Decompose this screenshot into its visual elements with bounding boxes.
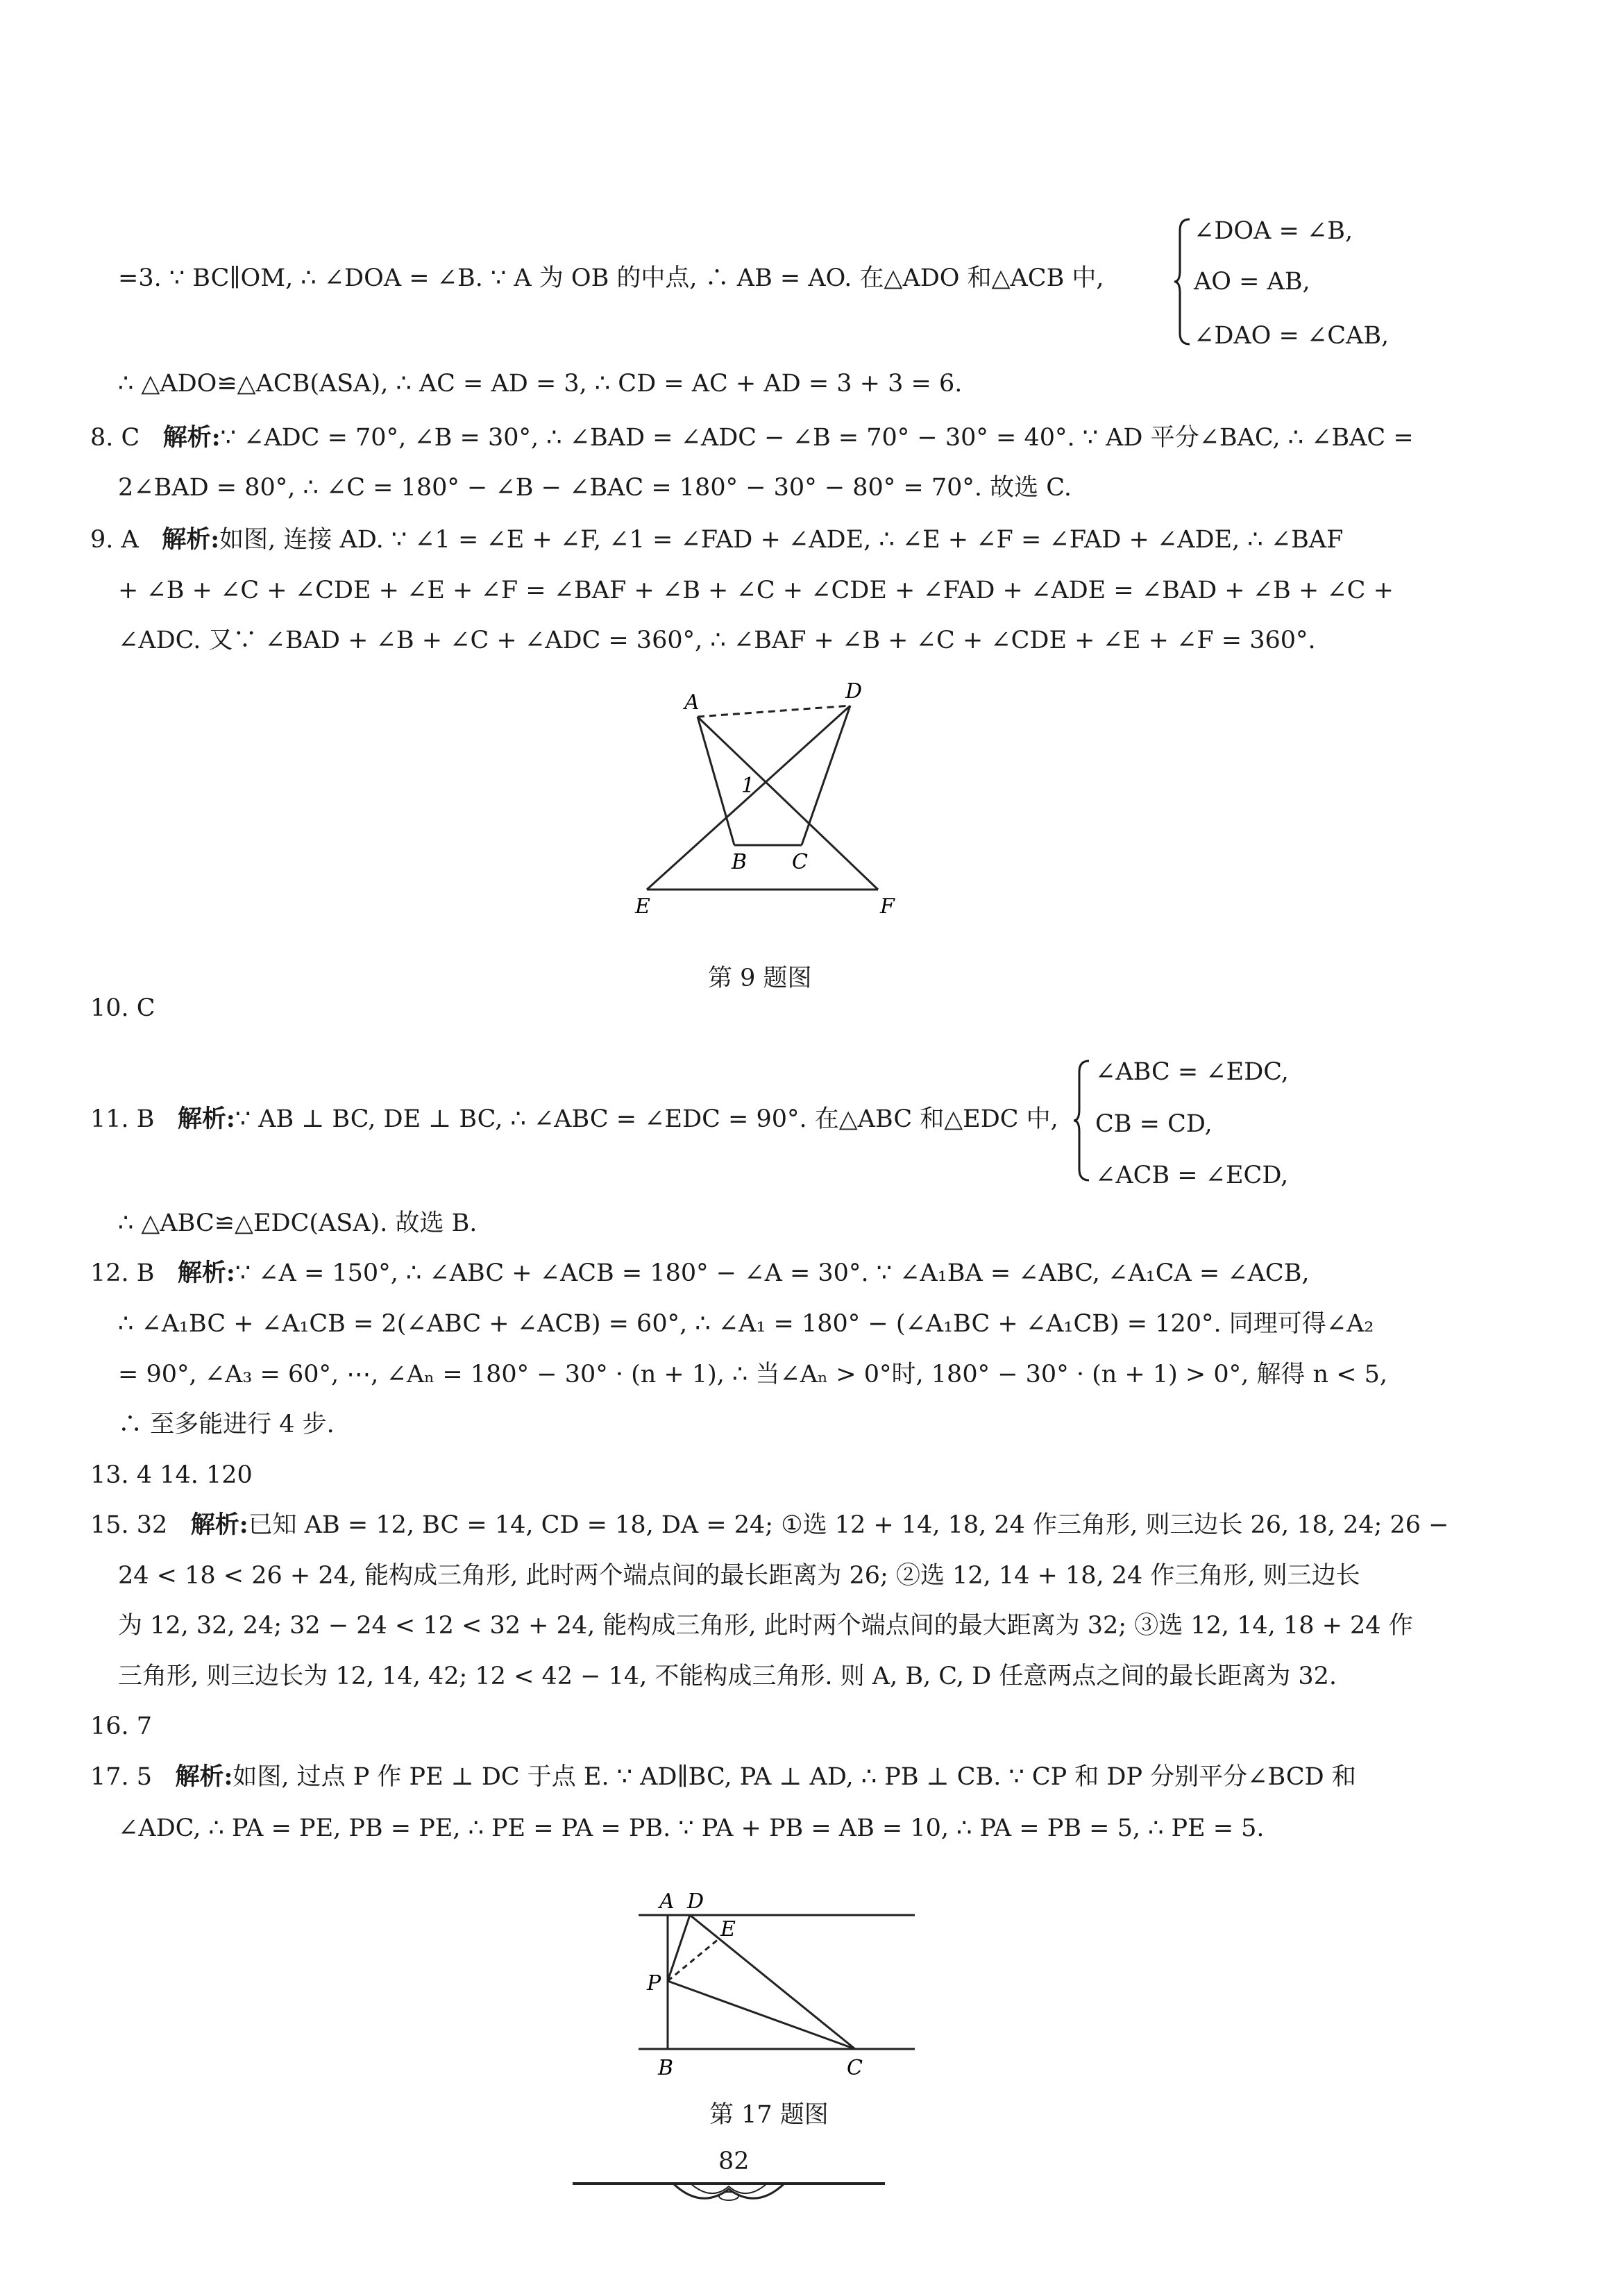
q13-14-line: 13. 4 14. 120 xyxy=(90,1461,253,1489)
q17-label-e: E xyxy=(720,1917,736,1941)
q17-segment-dc xyxy=(690,1915,855,2049)
q7-sys-1: ∠DOA = ∠B, xyxy=(1194,217,1353,245)
q9-line-1 xyxy=(90,524,1343,556)
q15-number: 15. 32 xyxy=(90,1511,168,1539)
q12-number: 12. B xyxy=(90,1259,155,1287)
q16-line: 16. 7 xyxy=(90,1712,153,1740)
q9-dashed-ad xyxy=(698,706,850,717)
q17-label-b: B xyxy=(658,2056,674,2080)
page-number: 82 xyxy=(718,2148,750,2175)
q17-label-c: C xyxy=(847,2056,863,2080)
q17-analysis-label: 解析: xyxy=(175,1762,233,1791)
q17-line-1 xyxy=(90,1761,1356,1793)
q17-number: 17. 5 xyxy=(90,1763,153,1791)
q12-line-1 xyxy=(90,1257,1310,1289)
q9-figure-caption: 第 9 题图 xyxy=(708,964,812,992)
q17-label-a: A xyxy=(659,1889,675,1914)
q7-brace xyxy=(1173,216,1194,347)
q9-label-f: F xyxy=(880,894,895,919)
q12-line-3: = 90°, ∠A₃ = 60°, ⋯, ∠Aₙ = 180° − 30° · (n + 1), ∴ 当∠Aₙ > 0°时, 180° − 30° · (n + 1) > 0°, 解得 n < 5, xyxy=(118,1361,1388,1388)
q9-label-c: C xyxy=(792,850,808,874)
q12-analysis-label: 解析: xyxy=(177,1259,235,1287)
q9-analysis-label: 解析: xyxy=(162,525,220,554)
q12-text-1: ∵ ∠A = 150°, ∴ ∠ABC + ∠ACB = 180° − ∠A = 30°. ∵ ∠A₁BA = ∠ABC, ∠A₁CA = ∠ACB, xyxy=(235,1259,1310,1287)
q7-line-1: =3. ∵ BC∥OM, ∴ ∠DOA = ∠B. ∵ A 为 OB 的中点, ∴ AB = AO. 在△ADO 和△ACB 中, xyxy=(118,264,1104,292)
q15-line-3: 为 12, 32, 24; 32 − 24 < 12 < 32 + 24, 能构成三角形, 此时两个端点间的最大距离为 32; ③选 12, 14, 18 + 24 作 xyxy=(118,1612,1413,1640)
q15-line-4: 三角形, 则三边长为 12, 14, 42; 12 < 42 − 14, 不能构成三角形. 则 A, B, C, D 任意两点之间的最长距离为 32. xyxy=(118,1663,1337,1690)
q9-line-2: + ∠B + ∠C + ∠CDE + ∠E + ∠F = ∠BAF + ∠B + ∠C + ∠CDE + ∠FAD + ∠ADE = ∠BAD + ∠B + ∠C + xyxy=(118,577,1394,604)
q17-figure-caption: 第 17 题图 xyxy=(709,2101,829,2129)
q9-line-af xyxy=(698,717,878,890)
q17-figure xyxy=(625,1877,930,2080)
q11-sys-1: ∠ABC = ∠EDC, xyxy=(1095,1058,1289,1086)
q12-line-2: ∴ ∠A₁BC + ∠A₁CB = 2(∠ABC + ∠ACB) = 60°, ∴ ∠A₁ = 180° − (∠A₁BC + ∠A₁CB) = 120°. 同理可得∠A₂ xyxy=(118,1310,1374,1338)
q17-text-1: 如图, 过点 P 作 PE ⊥ DC 于点 E. ∵ AD∥BC, PA ⊥ AD, ∴ PB ⊥ CB. ∵ CP 和 DP 分别平分∠BCD 和 xyxy=(233,1763,1356,1791)
q17-line-2: ∠ADC, ∴ PA = PE, PB = PE, ∴ PE = PA = PB. ∵ PA + PB = AB = 10, ∴ PA = PB = 5, ∴ PE = 5. xyxy=(118,1814,1265,1842)
q17-label-d: D xyxy=(687,1889,704,1914)
q9-figure xyxy=(611,677,916,919)
q8-text-1: ∵ ∠ADC = 70°, ∠B = 30°, ∴ ∠BAD = ∠ADC − ∠B = 70° − 30° = 40°. ∵ AD 平分∠BAC, ∴ ∠BAC = xyxy=(220,424,1414,452)
q11-brace xyxy=(1072,1058,1093,1183)
q7-sys-3: ∠DAO = ∠CAB, xyxy=(1194,322,1390,350)
q9-label-a: A xyxy=(684,690,700,715)
q10-line: 10. C xyxy=(90,994,155,1022)
q12-line-4: ∴ 至多能进行 4 步. xyxy=(118,1411,335,1438)
q11-sys-3: ∠ACB = ∠ECD, xyxy=(1095,1162,1289,1189)
q9-text-1: 如图, 连接 AD. ∵ ∠1 = ∠E + ∠F, ∠1 = ∠FAD + ∠ADE, ∴ ∠E + ∠F = ∠FAD + ∠ADE, ∴ ∠BAF xyxy=(219,526,1344,554)
q8-number: 8. C xyxy=(90,424,140,452)
q11-line-1 xyxy=(90,1103,1058,1135)
q11-analysis-label: 解析: xyxy=(177,1105,235,1133)
q7-sys-2: AO = AB, xyxy=(1194,268,1310,296)
q8-line-2: 2∠BAD = 80°, ∴ ∠C = 180° − ∠B − ∠BAC = 180° − 30° − 80° = 70°. 故选 C. xyxy=(118,474,1072,502)
q9-line-3: ∠ADC. 又∵ ∠BAD + ∠B + ∠C + ∠ADC = 360°, ∴ ∠BAF + ∠B + ∠C + ∠CDE + ∠E + ∠F = 360°. xyxy=(118,627,1316,654)
q11-text-1: ∵ AB ⊥ BC, DE ⊥ BC, ∴ ∠ABC = ∠EDC = 90°. 在△ABC 和△EDC 中, xyxy=(235,1105,1058,1133)
q11-sys-2: CB = CD, xyxy=(1095,1110,1213,1138)
q9-label-e: E xyxy=(635,894,650,919)
q15-analysis-label: 解析: xyxy=(190,1511,248,1539)
q8-line-1 xyxy=(90,422,1414,454)
q9-label-1: 1 xyxy=(741,774,755,798)
q7-line-2: ∴ △ADO≌△ACB(ASA), ∴ AC = AD = 3, ∴ CD = AC + AD = 3 + 3 = 6. xyxy=(118,370,963,398)
q9-number: 9. A xyxy=(90,526,139,554)
q15-text-1: 已知 AB = 12, BC = 14, CD = 18, DA = 24; ①选 12 + 14, 18, 24 作三角形, 则三边长 26, 18, 24; 26 − xyxy=(248,1511,1449,1539)
q8-analysis-label: 解析: xyxy=(162,423,221,452)
q11-number: 11. B xyxy=(90,1105,155,1133)
q17-segment-pc xyxy=(668,1981,855,2049)
q11-line-2: ∴ △ABC≌△EDC(ASA). 故选 B. xyxy=(118,1209,478,1237)
q9-label-b: B xyxy=(732,850,748,874)
q15-line-1 xyxy=(90,1509,1449,1541)
footer-ornament xyxy=(569,2168,888,2217)
q17-label-p: P xyxy=(647,1971,661,1996)
q15-line-2: 24 < 18 < 26 + 24, 能构成三角形, 此时两个端点间的最长距离为 26; ②选 12, 14 + 18, 24 作三角形, 则三边长 xyxy=(118,1562,1360,1590)
q9-label-d: D xyxy=(845,679,863,704)
